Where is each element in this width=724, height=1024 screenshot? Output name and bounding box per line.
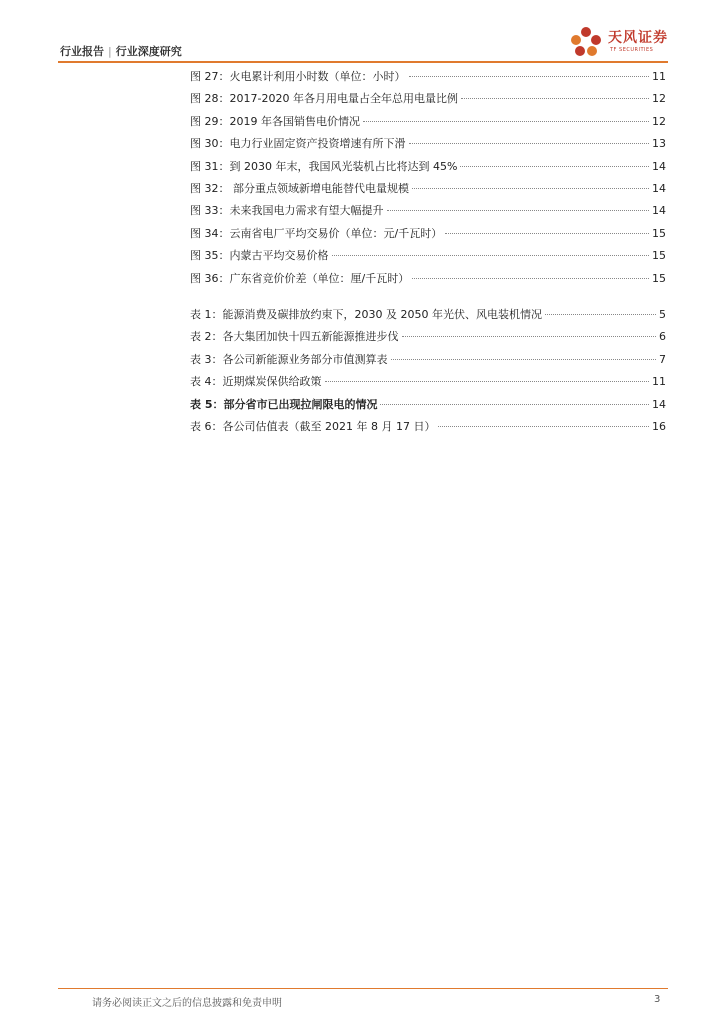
figure-entry-label: 图 27：火电累计利用小时数（单位：小时） <box>190 70 406 83</box>
table-entry-label: 表 3：各公司新能源业务部分市值测算表 <box>190 352 388 366</box>
figure-entry-label: 图 32： 部分重点领域新增电能替代电量规模 <box>190 182 409 195</box>
table-entry[interactable] <box>190 306 666 322</box>
leader-dots <box>391 359 657 360</box>
table-entry-page: 7 <box>659 352 666 366</box>
figure-entry-page: 14 <box>652 204 666 218</box>
header-category: 行业报告 <box>60 45 104 58</box>
leader-dots <box>409 143 650 144</box>
figure-entry[interactable] <box>190 113 666 129</box>
figure-entry-label: 图 34：云南省电厂平均交易价（单位：元/千瓦时） <box>190 226 443 240</box>
leader-dots <box>387 210 650 211</box>
figure-entry-page: 14 <box>652 159 666 173</box>
figure-entry-label: 图 33：未来我国电力需求有望大幅提升 <box>190 204 384 218</box>
table-entry-label: 表 2：各大集团加快十四五新能源推进步伐 <box>190 330 399 344</box>
table-entry-page: 6 <box>659 330 666 344</box>
leader-dots <box>412 278 649 279</box>
figure-entry[interactable] <box>190 202 666 218</box>
footer-divider <box>58 988 668 989</box>
figure-entry[interactable] <box>190 247 666 263</box>
leader-dots <box>412 188 649 189</box>
company-logo <box>568 24 678 60</box>
leader-dots <box>445 233 649 234</box>
footer-disclaimer: 请务必阅读正文之后的信息披露和免责申明 <box>92 998 282 1009</box>
figure-entry[interactable] <box>190 135 666 151</box>
table-entry-label: 表 4：近期煤炭保供给政策 <box>190 375 322 389</box>
figure-entry[interactable] <box>190 180 666 196</box>
leader-dots <box>363 121 649 122</box>
table-entry[interactable] <box>190 396 666 412</box>
figure-entry[interactable] <box>190 68 666 84</box>
table-entry[interactable] <box>190 351 666 367</box>
figure-entry-page: 13 <box>652 137 666 151</box>
figure-entry-page: 15 <box>652 226 666 240</box>
figure-entry-label: 图 35：内蒙古平均交易价格 <box>190 249 329 263</box>
header-divider <box>58 61 668 63</box>
figure-entry[interactable] <box>190 90 666 106</box>
logo-name: 天风证券 <box>608 30 668 46</box>
flower-logo-icon <box>568 24 604 60</box>
header-subcategory: 行业深度研究 <box>115 45 182 58</box>
figure-entry-page: 15 <box>652 249 666 263</box>
table-entry[interactable] <box>190 373 666 389</box>
table-entry-page: 14 <box>652 397 666 411</box>
table-entry-label: 表 6：各公司估值表（截至 2021 年 8 月 17 日） <box>190 420 436 433</box>
figure-entry-page: 12 <box>652 92 666 106</box>
figure-entry-label: 图 30：电力行业固定资产投资增速有所下滑 <box>190 137 406 151</box>
leader-dots <box>438 426 649 427</box>
leader-dots <box>460 166 649 167</box>
figure-entry-page: 12 <box>652 114 666 128</box>
header-breadcrumb <box>60 43 182 59</box>
leader-dots <box>409 76 650 77</box>
figure-entry-page: 15 <box>652 271 666 285</box>
leader-dots <box>380 404 649 405</box>
leader-dots <box>461 98 649 99</box>
leader-dots <box>402 336 657 337</box>
table-entry-page: 5 <box>659 308 666 321</box>
table-entry-page: 16 <box>652 420 666 433</box>
figure-entry[interactable] <box>190 225 666 241</box>
figure-entry-page: 11 <box>652 70 666 83</box>
leader-dots <box>332 255 650 256</box>
figure-entry[interactable] <box>190 270 666 286</box>
table-entry-label: 表 5：部分省市已出现拉闸限电的情况 <box>190 397 378 411</box>
table-entry-label: 表 1：能源消费及碳排放约束下，2030 及 2050 年光伏、风电装机情况 <box>190 308 542 321</box>
header-separator: | <box>108 45 112 58</box>
figure-entry-page: 14 <box>652 182 666 195</box>
page-number: 3 <box>654 994 661 1005</box>
figure-entry[interactable] <box>190 158 666 174</box>
table-entry[interactable] <box>190 328 666 344</box>
leader-dots <box>325 381 650 382</box>
table-entry-page: 11 <box>652 375 666 389</box>
logo-subtitle: TF SECURITIES <box>610 47 654 53</box>
figure-entry-label: 图 28：2017-2020 年各月用电量占全年总用电量比例 <box>190 92 458 106</box>
leader-dots <box>545 314 656 315</box>
table-entry[interactable] <box>190 418 666 434</box>
figure-entry-label: 图 36：广东省竞价价差（单位：厘/千瓦时） <box>190 271 410 285</box>
figure-entry-label: 图 31：到 2030 年末，我国风光装机占比将达到 45% <box>190 159 458 173</box>
figure-entry-label: 图 29：2019 年各国销售电价情况 <box>190 114 360 128</box>
